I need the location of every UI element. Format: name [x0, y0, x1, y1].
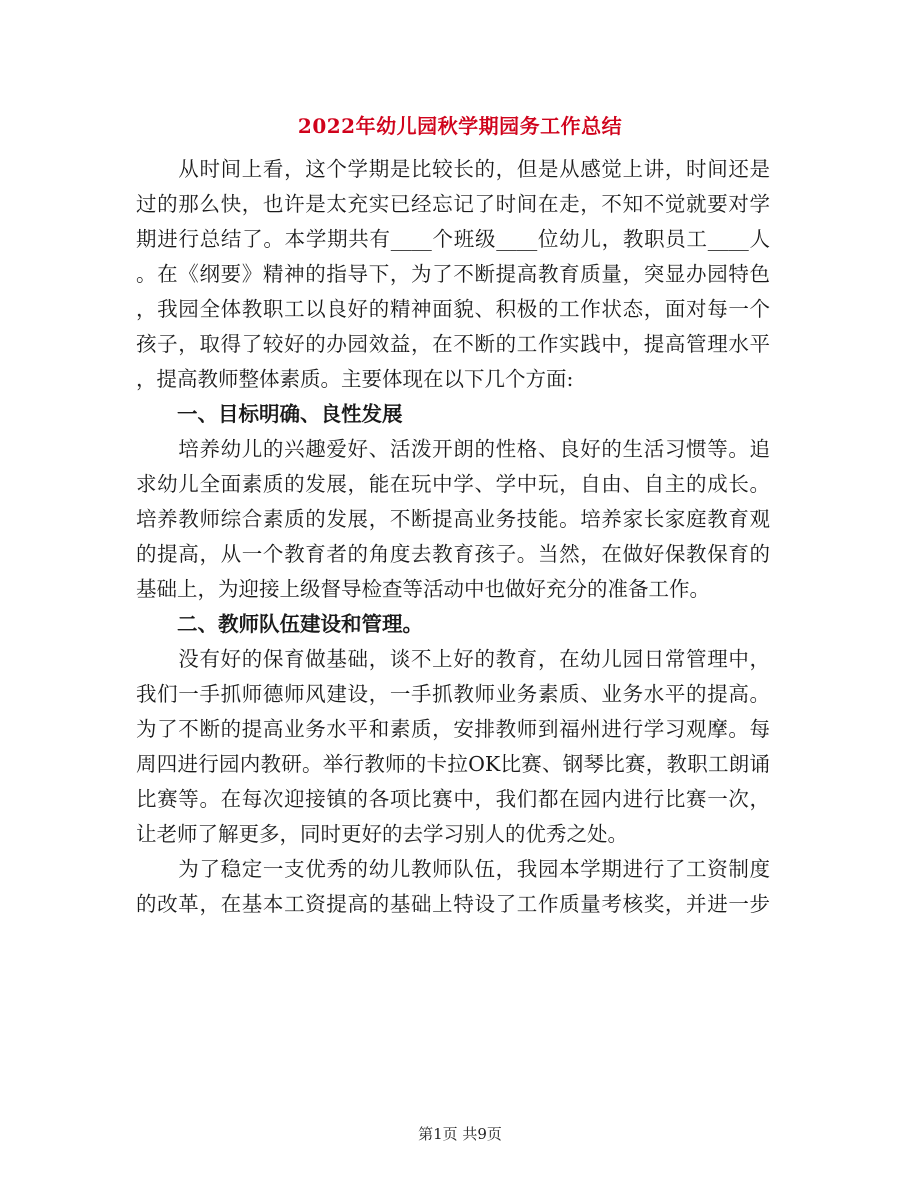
paragraph-line: 没有好的保育做基础，谈不上好的教育，在幼儿园日常管理中， [136, 647, 770, 671]
paragraph-line: 从时间上看，这个学期是比较长的，但是从感觉上讲，时间还是 [136, 157, 770, 181]
paragraph-line: 我们一手抓师德师风建设，一手抓教师业务素质、业务水平的提高。 [136, 682, 770, 706]
document-title: 2022年幼儿园秋学期园务工作总结 [297, 114, 623, 138]
paragraph-line: 的改革，在基本工资提高的基础上特设了工作质量考核奖，并进一步 [136, 892, 770, 916]
paragraph-line: 过的那么快，也许是太充实已经忘记了时间在走，不知不觉就要对学 [136, 192, 770, 216]
paragraph-line: 孩子，取得了较好的办园效益，在不断的工作实践中，提高管理水平 [136, 332, 770, 356]
section-heading: 一、目标明确、良性发展 [136, 402, 403, 426]
paragraph-line: 为了不断的提高业务水平和素质，安排教师到福州进行学习观摩。每 [136, 717, 770, 741]
page-footer: 第1页 共9页 [418, 1125, 502, 1143]
paragraph-line: ，我园全体教职工以良好的精神面貌、积极的工作状态，面对每一个 [136, 297, 770, 321]
paragraph-line: ，提高教师整体素质。主要体现在以下几个方面: [136, 367, 574, 391]
paragraph-line: 期进行总结了。本学期共有____个班级____位幼儿，教职员工____人 [136, 227, 770, 251]
paragraph-line: 的提高，从一个教育者的角度去教育孩子。当然，在做好保教保育的 [136, 542, 770, 566]
paragraph-line: 求幼儿全面素质的发展，能在玩中学、学中玩，自由、自主的成长。 [136, 472, 770, 496]
paragraph-line: 让老师了解更多，同时更好的去学习别人的优秀之处。 [136, 822, 628, 846]
paragraph-line: 培养幼儿的兴趣爱好、活泼开朗的性格、良好的生活习惯等。追 [136, 437, 770, 461]
paragraph-line: 培养教师综合素质的发展，不断提高业务技能。培养家长家庭教育观 [136, 507, 770, 531]
paragraph-line: 比赛等。在每次迎接镇的各项比赛中，我们都在园内进行比赛一次， [136, 787, 770, 811]
paragraph-line: 。在《纲要》精神的指导下，为了不断提高教育质量，突显办园特色 [136, 262, 770, 286]
paragraph-line: 周四进行园内教研。举行教师的卡拉OK比赛、钢琴比赛，教职工朗诵 [136, 752, 770, 776]
paragraph-line: 为了稳定一支优秀的幼儿教师队伍，我园本学期进行了工资制度 [136, 857, 770, 881]
section-heading: 二、教师队伍建设和管理。 [136, 612, 423, 636]
paragraph-line: 基础上，为迎接上级督导检查等活动中也做好充分的准备工作。 [136, 577, 710, 601]
